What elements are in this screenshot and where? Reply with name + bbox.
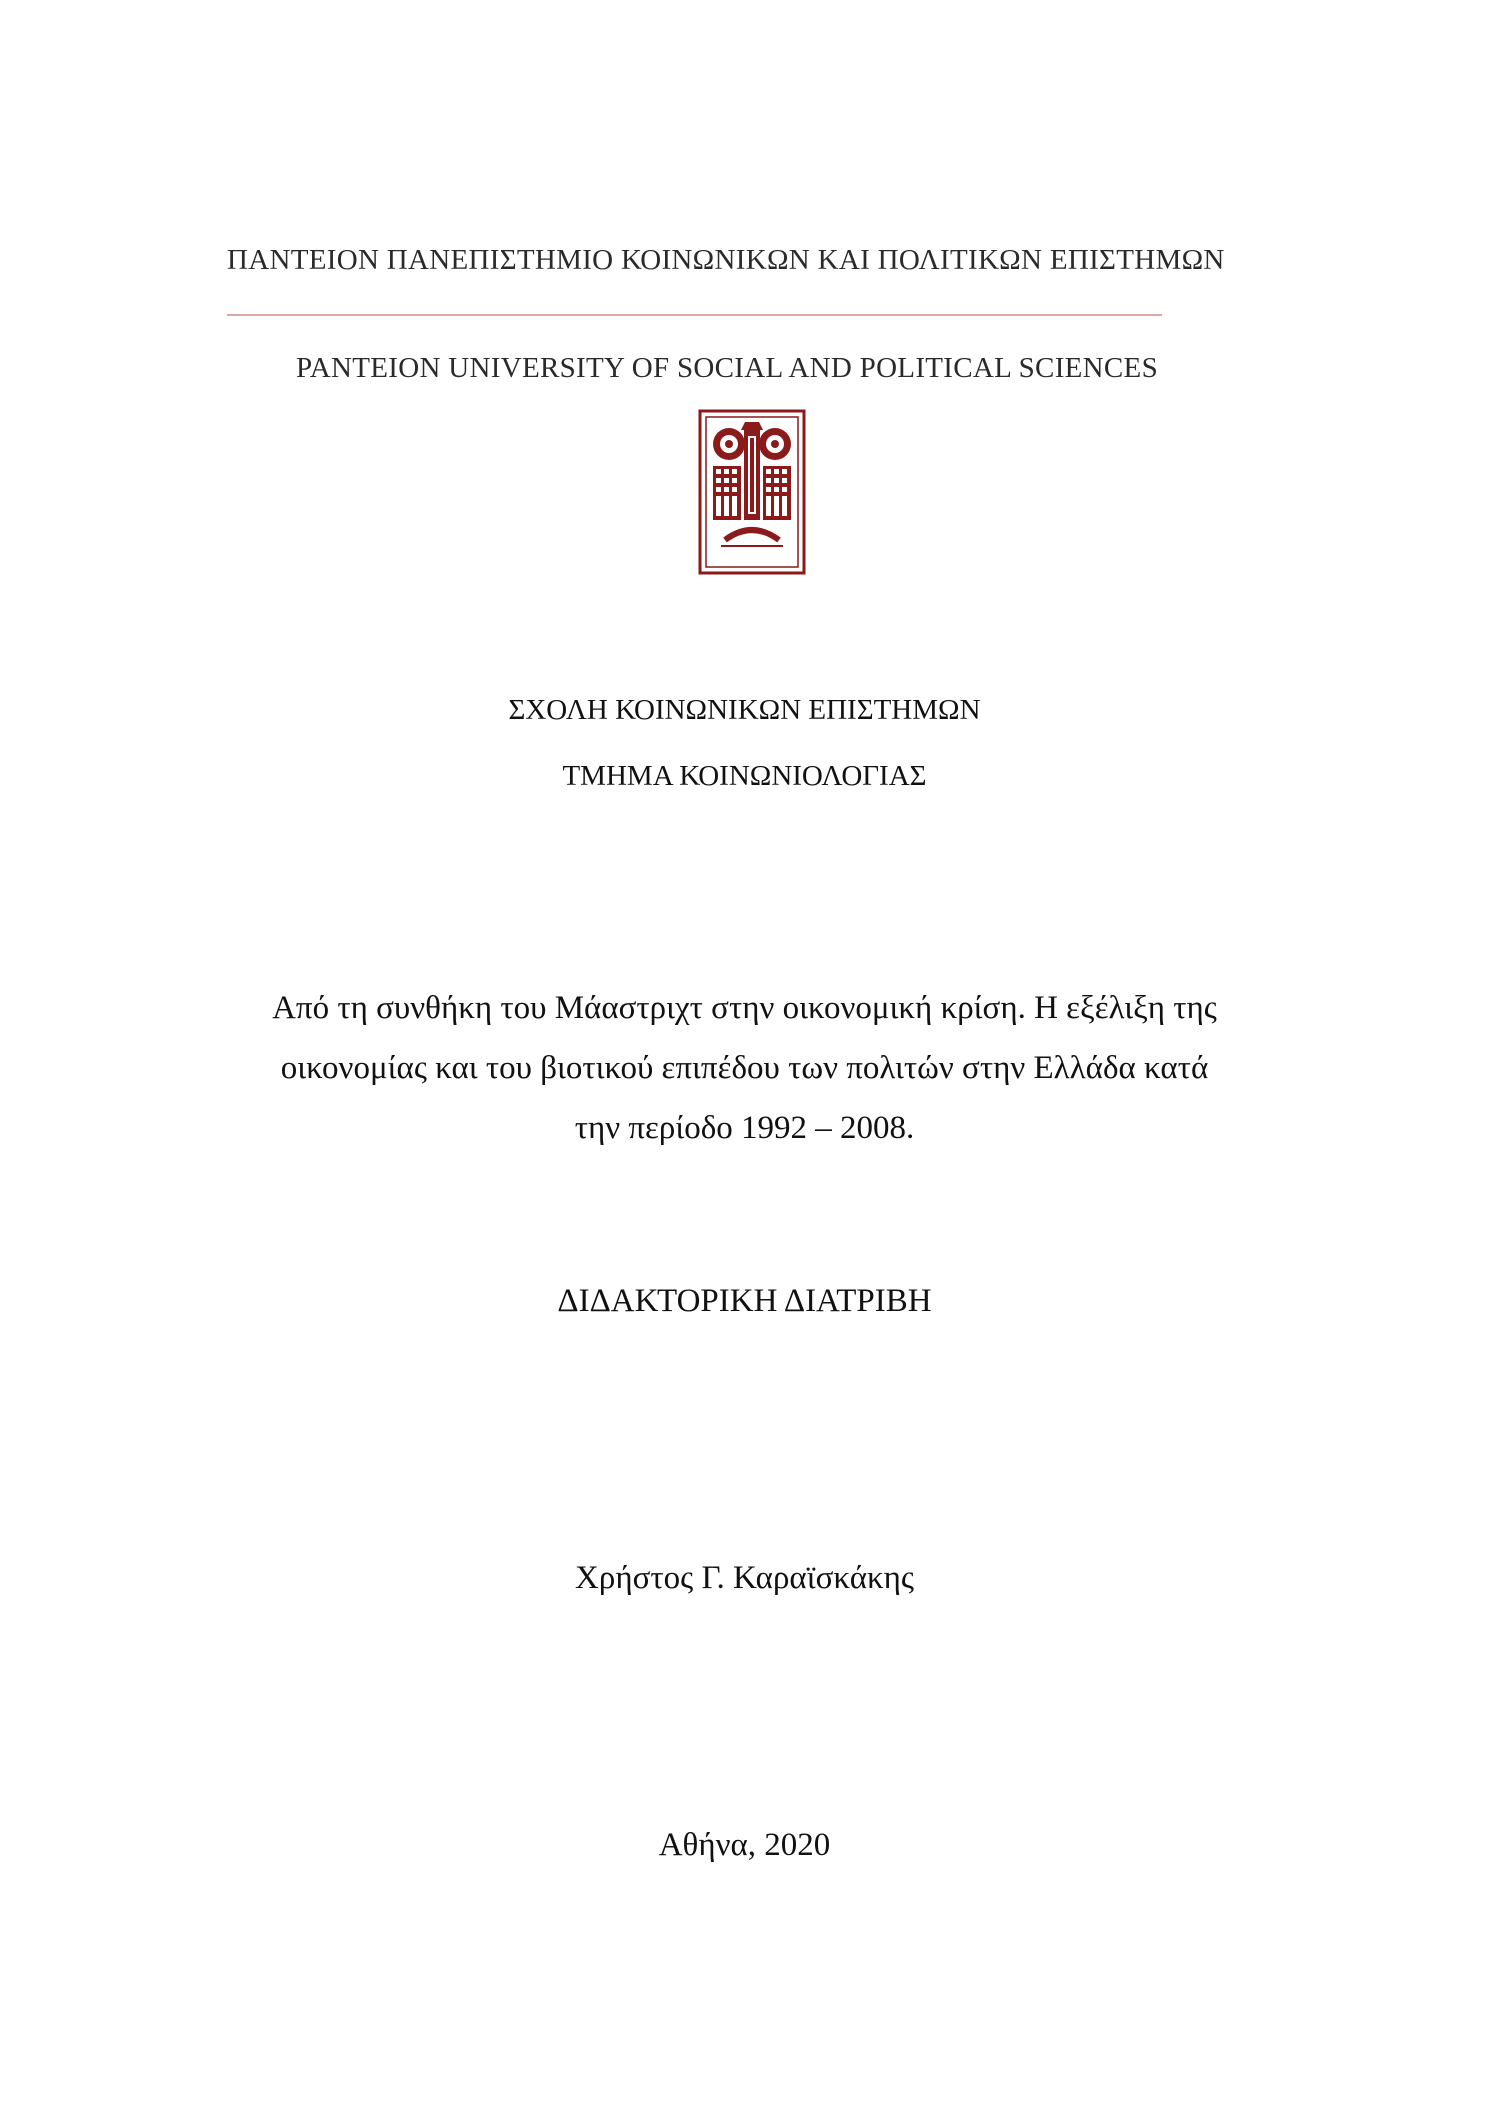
thesis-title-line: Από τη συνθήκη του Μάαστριχτ στην οικονομική κρίση. Η εξέλιξη της xyxy=(272,990,1217,1026)
author-name: Χρήστος Γ. Καραϊσκάκης xyxy=(575,1560,914,1596)
header-divider xyxy=(227,314,1162,316)
thesis-title-line: οικονομίας και του βιοτικού επιπέδου των πολιτών στην Ελλάδα κατά xyxy=(280,1050,1209,1086)
document-type: ΔΙΔΑΚΤΟΡΙΚΗ ΔΙΑΤΡΙΒΗ xyxy=(557,1283,932,1319)
thesis-title-line: την περίοδο 1992 – 2008. xyxy=(574,1110,915,1146)
university-name-english: PANTEION UNIVERSITY OF SOCIAL AND POLITICAL SCIENCES xyxy=(296,352,1158,384)
university-crest-icon xyxy=(697,408,807,576)
department-name: ΤΜΗΜΑ ΚΟΙΝΩΝΙΟΛΟΓΙΑΣ xyxy=(562,760,927,792)
school-name: ΣΧΟΛΗ ΚΟΙΝΩΝΙΚΩΝ ΕΠΙΣΤΗΜΩΝ xyxy=(508,694,981,726)
university-name-greek: ΠΑΝΤΕΙΟΝ ΠΑΝΕΠΙΣΤΗΜΙΟ ΚΟΙΝΩΝΙΚΩΝ ΚΑΙ ΠΟΛΙΤΙΚΩΝ ΕΠΙΣΤΗΜΩΝ xyxy=(227,244,1225,276)
place-and-date: Αθήνα, 2020 xyxy=(658,1827,831,1863)
thesis-title xyxy=(200,978,1289,1158)
